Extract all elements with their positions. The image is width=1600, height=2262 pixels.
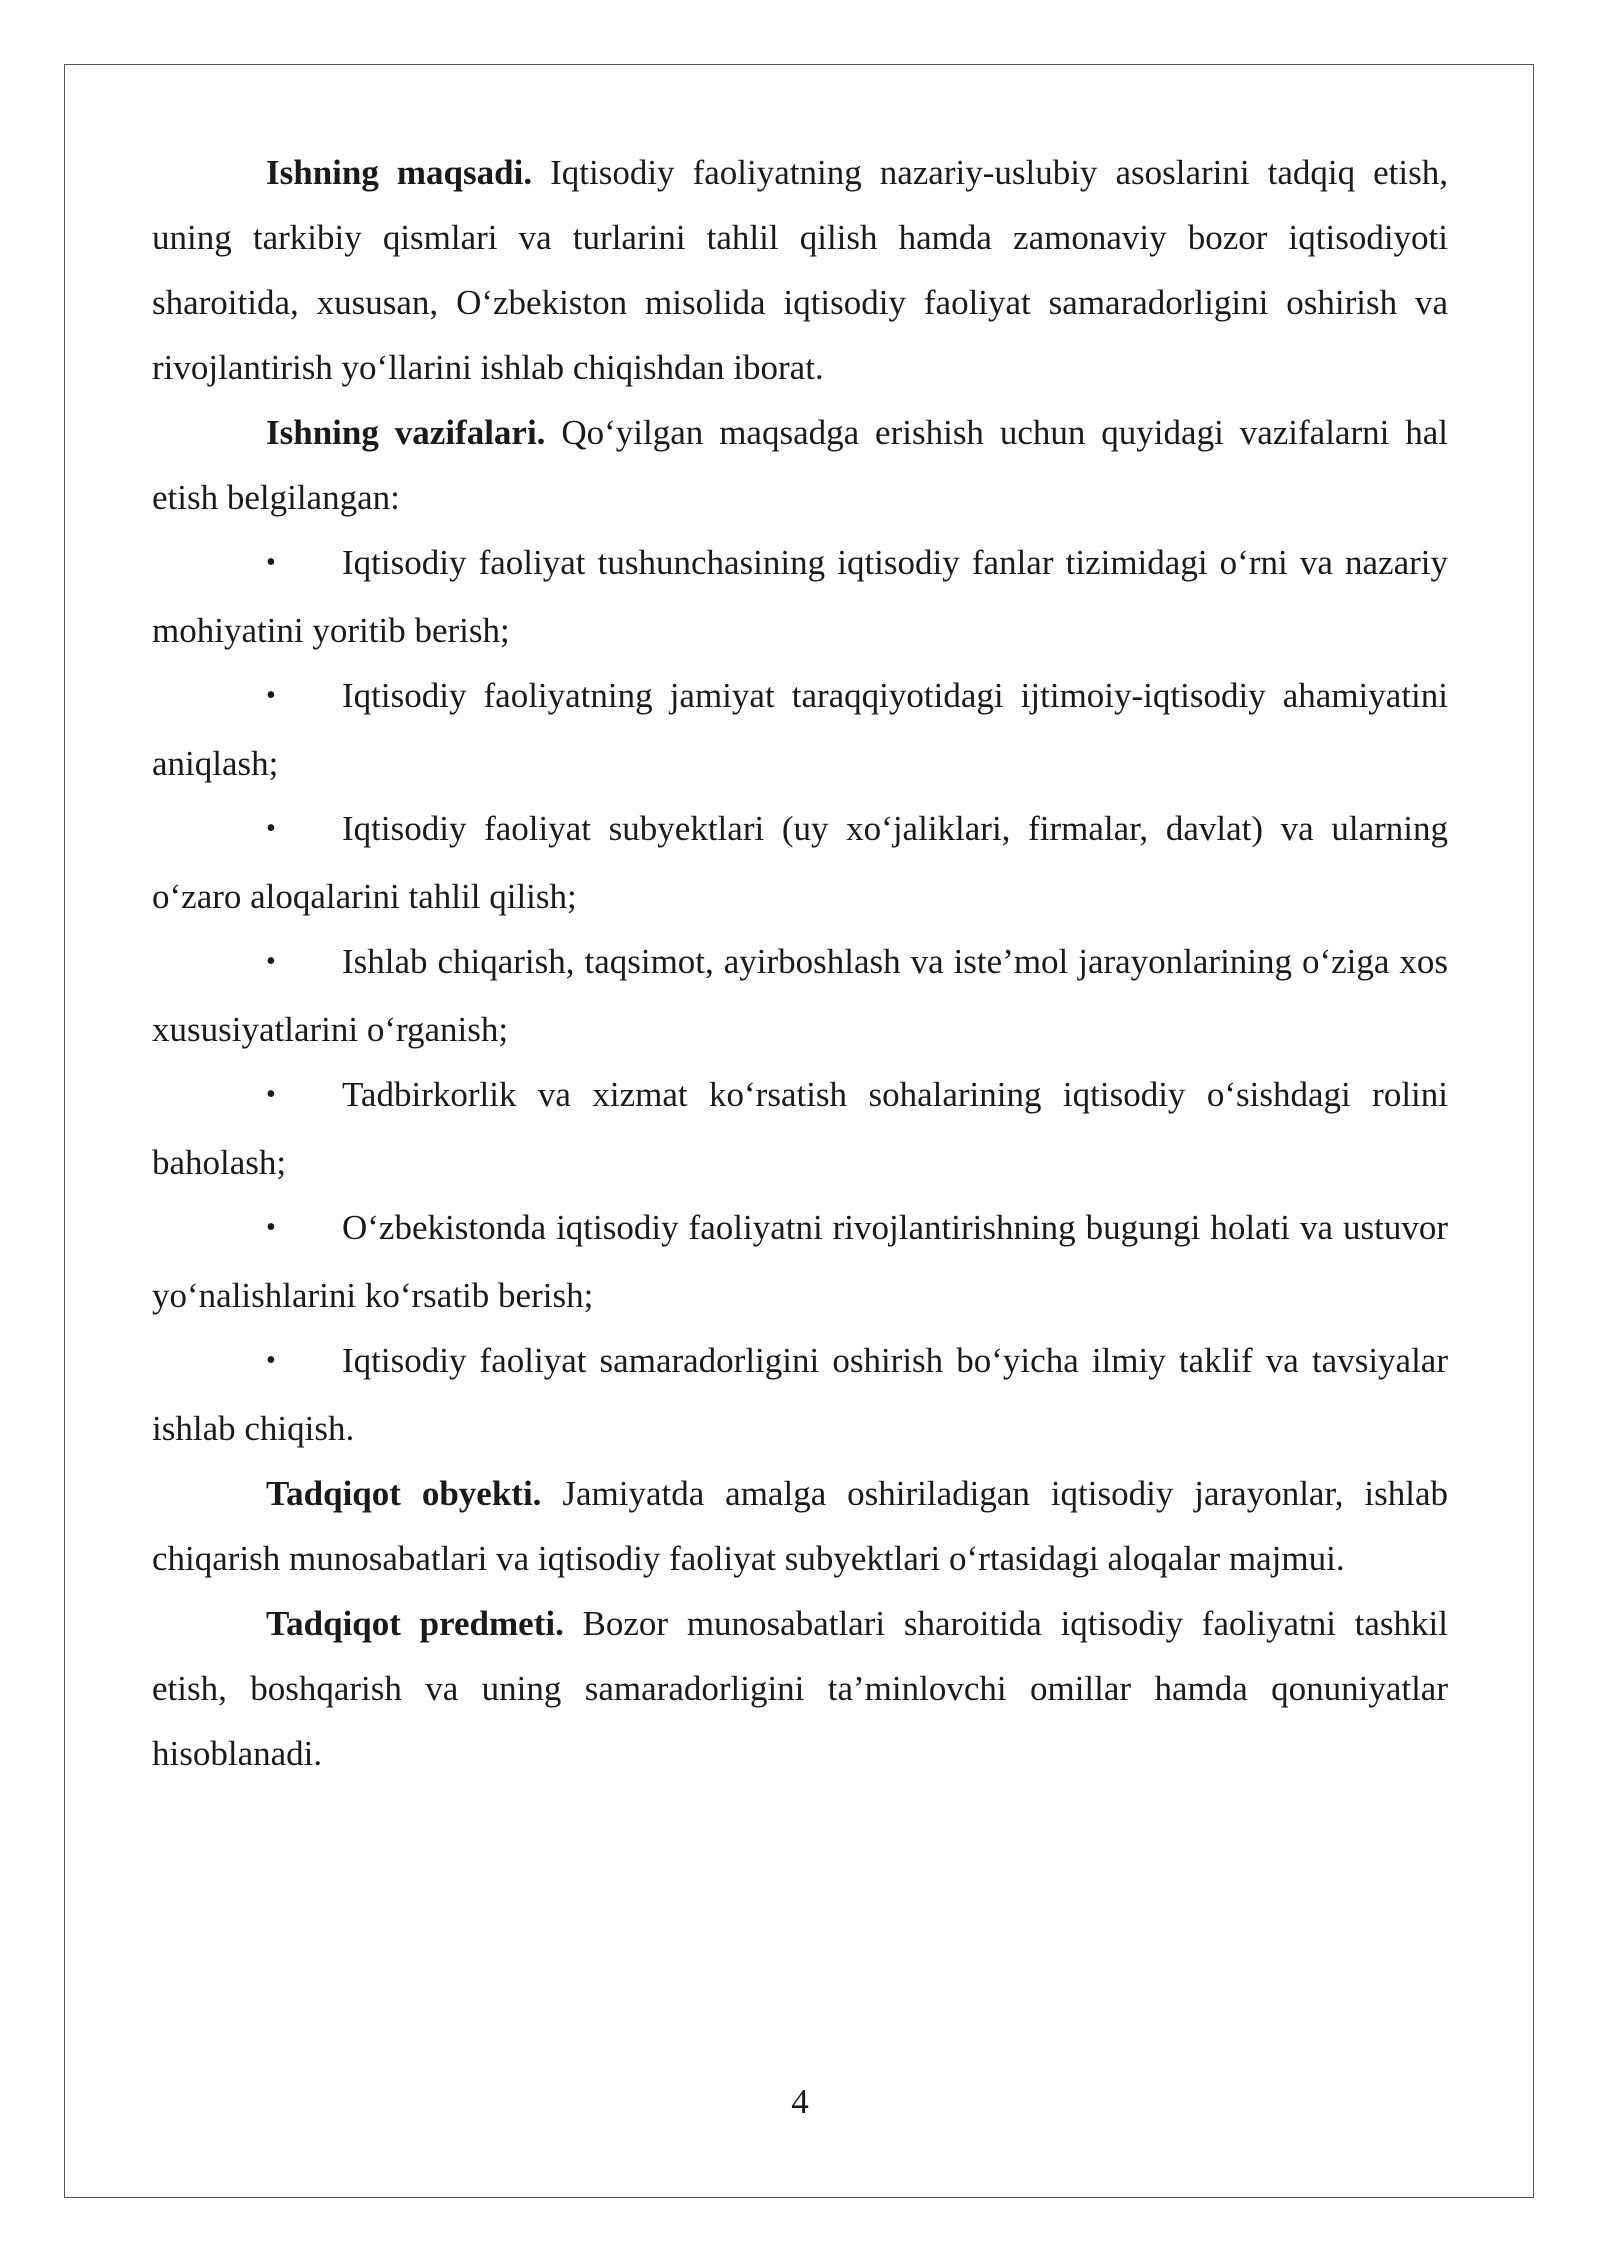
list-item-text: Iqtisodiy faoliyatning jamiyat taraqqiyotidagi ijtimoiy-iqtisodiy ahamiyatini aniqlash; — [152, 676, 1448, 783]
bullet-icon: • — [266, 680, 276, 711]
bullet-icon: • — [266, 1079, 276, 1110]
object-paragraph — [152, 1461, 1448, 1591]
goal-label: Ishning maqsadi. — [266, 153, 533, 192]
bullet-icon: • — [266, 813, 276, 844]
list-item-text: Iqtisodiy faoliyat tushunchasining iqtisodiy fanlar tizimidagi o‘rni va nazariy mohiyatini yoritib berish; — [152, 543, 1448, 650]
subject-label: Tadqiqot predmeti. — [266, 1604, 564, 1643]
list-item-text: O‘zbekistonda iqtisodiy faoliyatni rivojlantirishning bugungi holati va ustuvor yo‘nalishlarini ko‘rsatib berish; — [152, 1208, 1448, 1315]
subject-text: Bozor munosabatlari sharoitida iqtisodiy faoliyatni tashkil etish, boshqarish va uning samaradorligini ta’minlovchi omillar hamda qonuniyatlar hisoblanadi. — [152, 1604, 1448, 1773]
tasks-text: Qo‘yilgan maqsadga erishish uchun quyidagi vazifalarni hal etish belgilangan: — [152, 413, 1449, 517]
object-text: Jamiyatda amalga oshiriladigan iqtisodiy jarayonlar, ishlab chiqarish munosabatlari va iqtisodiy faoliyat subyektlari o‘rtasidagi aloqalar majmui. — [152, 1474, 1448, 1578]
list-item-text: Ishlab chiqarish, taqsimot, ayirboshlash va iste’mol jarayonlarining o‘ziga xos xususiyatlarini o‘rganish; — [152, 942, 1448, 1049]
goal-paragraph — [152, 140, 1448, 400]
list-item — [152, 796, 1448, 929]
list-item — [152, 1195, 1448, 1328]
list-item — [152, 1328, 1448, 1461]
list-item — [152, 530, 1448, 663]
bullet-icon: • — [266, 946, 276, 977]
subject-paragraph — [152, 1591, 1448, 1786]
bullet-icon: • — [266, 1345, 276, 1376]
document-body — [152, 140, 1448, 1786]
list-item-text: Tadbirkorlik va xizmat ko‘rsatish sohalarining iqtisodiy o‘sishdagi rolini baholash; — [152, 1075, 1448, 1182]
list-item — [152, 663, 1448, 796]
list-item — [152, 1062, 1448, 1195]
list-item — [152, 929, 1448, 1062]
goal-text: Iqtisodiy faoliyatning nazariy-uslubiy asoslarini tadqiq etish, uning tarkibiy qismlari va turlarini tahlil qilish hamda zamonaviy bozor iqtisodiyoti sharoitida, xususan, O‘zbekiston misolida iqtisodiy faoliyat samaradorligini oshirish va rivojlantirish yo‘llarini ishlab chiqishdan iborat. — [152, 153, 1448, 387]
bullet-icon: • — [266, 1212, 276, 1243]
list-item-text: Iqtisodiy faoliyat subyektlari (uy xo‘jaliklari, firmalar, davlat) va ularning o‘zaro aloqalarini tahlil qilish; — [152, 809, 1448, 916]
bullet-icon: • — [266, 547, 276, 578]
page-number: 4 — [791, 2082, 809, 2121]
list-item-text: Iqtisodiy faoliyat samaradorligini oshirish bo‘yicha ilmiy taklif va tavsiyalar ishlab chiqish. — [152, 1341, 1448, 1448]
object-label: Tadqiqot obyekti. — [266, 1474, 542, 1513]
task-list — [152, 530, 1448, 1461]
tasks-paragraph — [152, 400, 1448, 530]
tasks-label: Ishning vazifalari. — [266, 413, 546, 452]
